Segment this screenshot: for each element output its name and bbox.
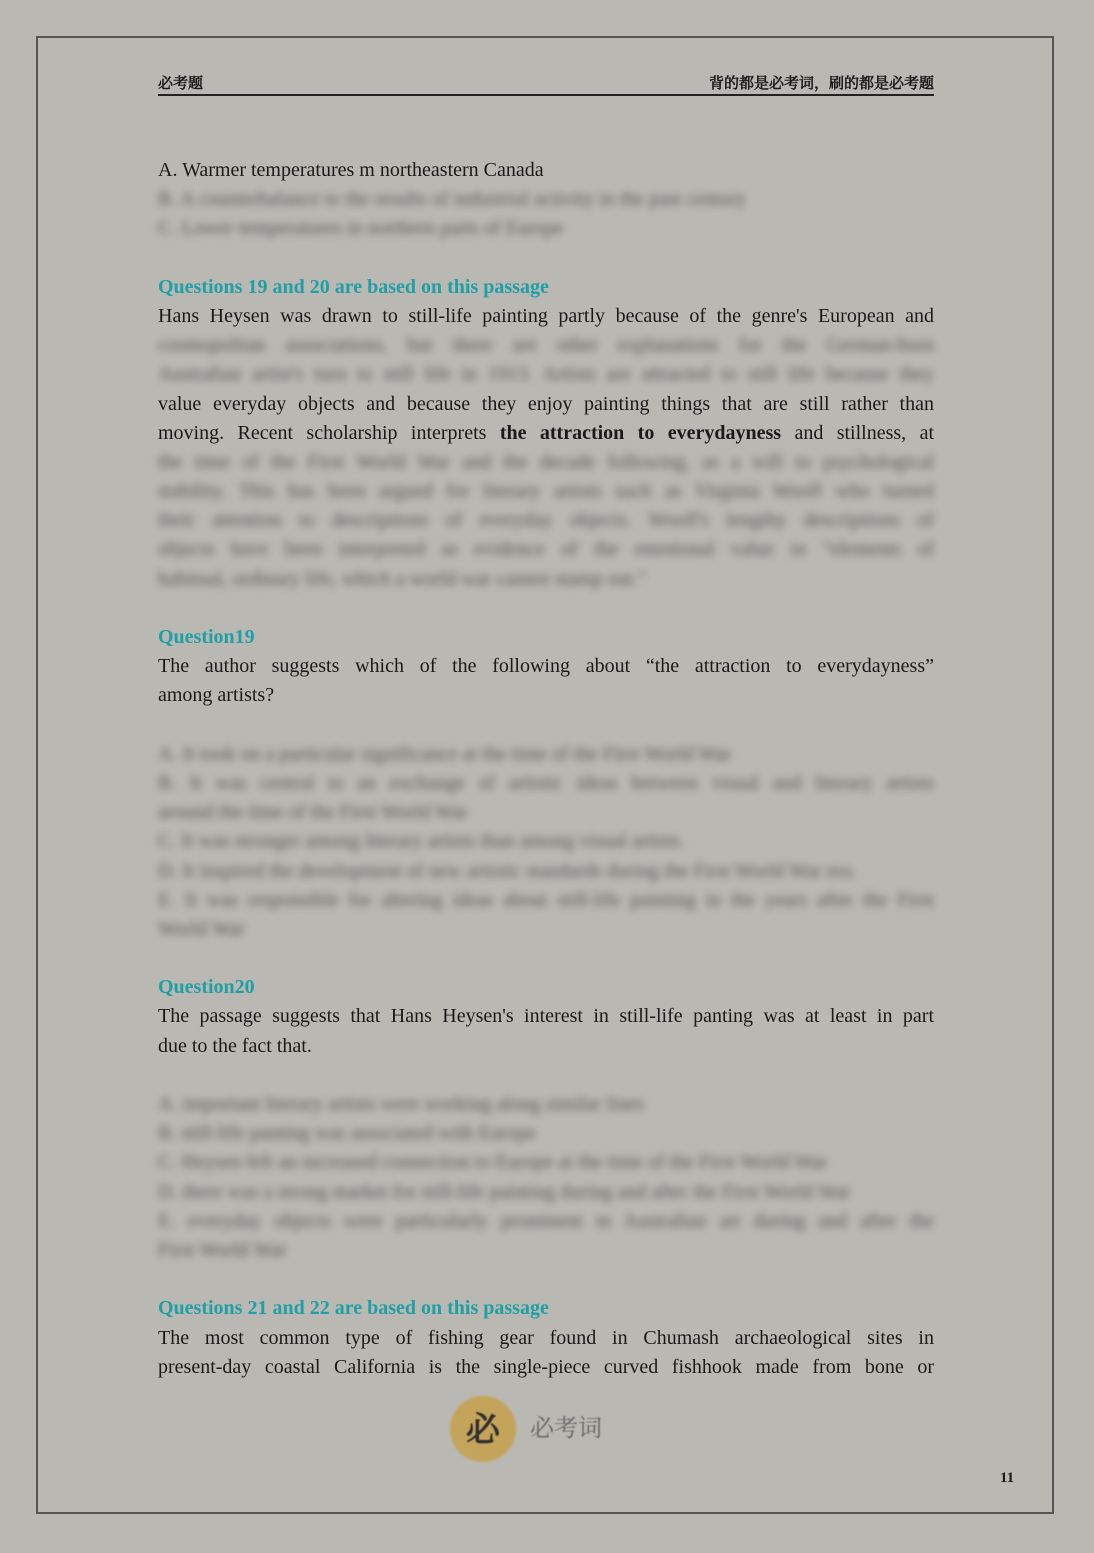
header-left-text: 必考题 [158, 76, 204, 92]
brand-logo [450, 1396, 620, 1462]
section-heading: Question19 [158, 626, 255, 648]
document-body [158, 156, 934, 1382]
passage-line [158, 419, 934, 448]
logo-glyph: 必 [466, 1410, 500, 1450]
blurred-line: A. important literary artists were working along similar lines [158, 1093, 644, 1115]
logo-name: 必考词 [530, 1414, 602, 1442]
passage-line: value everyday objects and because they enjoy painting things that are still rather than [158, 392, 934, 415]
blurred-line: C. Heysen felt an increased connection to Europe at the time of the First World War [158, 1151, 828, 1174]
blurred-line: Australian artist's turn to still life in 1913. Artists are attracted to still life because they [158, 363, 934, 386]
blurred-line: A. It took on a particular significance at the time of the First World War [158, 742, 732, 765]
section-heading: Question20 [158, 976, 255, 999]
spacer [158, 594, 934, 623]
blurred-line: their attention to descriptions of everyday objects. Woolf's lengthy descriptions of [158, 509, 934, 532]
spacer [158, 244, 934, 273]
blurred-line: B. still-life panting was associated with Europe [158, 1122, 537, 1145]
blurred-line: D. there was a strong market for still-life painting during and after the First World War [158, 1180, 851, 1203]
emphasized-phrase: the attraction to everydayness [499, 421, 782, 444]
blurred-line: around the time of the First World War [158, 801, 468, 824]
text-line: A. Warmer temperatures m northeastern Canada [158, 159, 544, 181]
blurred-line: World War [158, 917, 245, 940]
page-header [158, 70, 934, 96]
line-segment: and stillness, at [781, 421, 934, 444]
blurred-line: stability. This has been argued for literary artists such as Virginia Woolf who turned [158, 480, 934, 503]
blurred-line: First World War [158, 1238, 287, 1261]
passage-line: The author suggests which of the following about “the attraction to everydayness” [158, 655, 934, 678]
blurred-line: C. It was stronger among literary artists than among visual artists. [158, 830, 685, 853]
spacer [158, 1265, 934, 1294]
passage-line: Hans Heysen was drawn to still-life painting partly because of the genre's European and [158, 304, 934, 327]
header-right-text: 背的都是必考词，刷的都是必考题 [708, 76, 934, 92]
text-line: among artists? [158, 684, 275, 707]
text-line: due to the fact that. [158, 1034, 312, 1057]
blurred-line: B. It was central to an exchange of artistic ideas between visual and literary artists [158, 771, 934, 794]
passage-line: The passage suggests that Hans Heysen's interest in still-life panting was at least in part [158, 1005, 934, 1028]
spacer [158, 711, 934, 740]
blurred-line: habitual, ordinary life, which a world war cannot stamp out." [158, 567, 647, 590]
line-segment: moving. Recent scholarship interprets [158, 421, 500, 444]
blurred-line: objects have been interpreted as evidence of the emotional value in "elements of [158, 538, 934, 561]
passage-line: present-day coastal California is the single-piece curved fishhook made from bone or [158, 1355, 934, 1378]
blurred-line: B. A counterbalance to the results of industrial activity in the past century [158, 188, 747, 211]
blurred-line: D. It inspired the development of new artistic standards during the First World War era. [158, 859, 857, 882]
blurred-line: cosmopolitan associations, but there are other explanations for the German-born [158, 334, 934, 357]
passage-line: The most common type of fishing gear found in Chumash archaeological sites in [158, 1326, 934, 1349]
spacer [158, 944, 934, 973]
blurred-line: E. everyday objects were particularly prominent in Australian art during and after the [158, 1209, 934, 1232]
page-number: 11 [1000, 1470, 1015, 1486]
section-heading: Questions 19 and 20 are based on this passage [158, 275, 549, 298]
section-heading: Questions 21 and 22 are based on this passage [158, 1297, 549, 1320]
blurred-line: E. It was responsible for altering ideas about still-life painting in the years after the First [158, 888, 934, 911]
blurred-line: C. Lower temperatures in northern parts of Europe [158, 217, 564, 240]
blurred-line: the time of the First World War and the decade following, as a will to psychological [158, 450, 934, 473]
spacer [158, 1061, 934, 1090]
